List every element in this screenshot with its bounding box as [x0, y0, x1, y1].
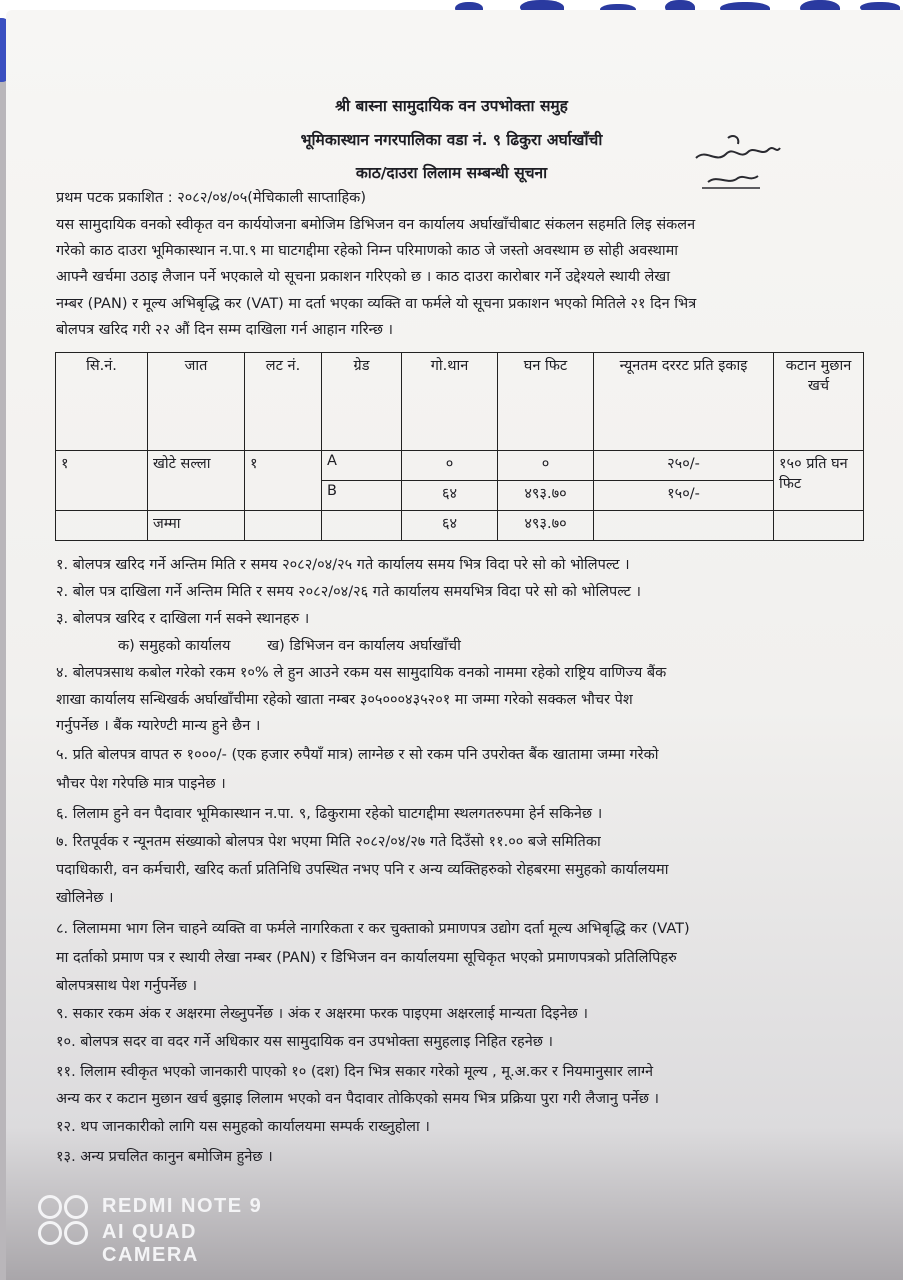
watermark-camera: AI QUAD CAMERA	[102, 1221, 199, 1266]
committee-address: भूमिकास्थान नगरपालिका वडा नं. ९ ढिकुरा अर्घाखाँची	[300, 131, 603, 149]
rule-line: ९. सकार रकम अंक र अक्षरमा लेख्नुपर्नेछ । अंक र अक्षरमा फरक पाइएमा अक्षरलाई मान्यता दिइनेछ ।	[56, 1006, 588, 1022]
column-header: कटान मुछान खर्च	[774, 353, 864, 451]
cell-min-rate: २५०/-	[594, 451, 774, 481]
column-header: लट नं.	[245, 353, 322, 451]
rule-line: मा दर्ताको प्रमाण पत्र र स्थायी लेखा नम्बर (PAN) र डिभिजन वन कार्यालयमा सूचिकृत भएको प्रमाणपत्रको प्रतिलिपिहरु	[56, 950, 677, 966]
column-header: ग्रेड	[322, 353, 402, 451]
rule-line: गर्नुपर्नेछ । बैंक ग्यारेण्टी मान्य हुने छैन ।	[56, 718, 261, 734]
table-header-row	[56, 353, 864, 451]
cell-cost: १५० प्रति घन फिट	[774, 451, 864, 511]
rule-line: १२. थप जानकारीको लागि यस समुहको कार्यालयमा सम्पर्क राख्नुहोला ।	[56, 1119, 430, 1135]
rule-line: अन्य कर र कटान मुछान खर्च बुझाइ लिलाम भएको वन पैदावार तोकिएको समय भित्र प्रक्रिया पुरा गरी लैजानु पर्नेछ ।	[56, 1091, 659, 1107]
intro-line: बोलपत्र खरिद गरी २२ औं दिन सम्म दाखिला गर्न आहान गरिन्छ ।	[56, 322, 393, 338]
rule-line: पदाधिकारी, वन कर्मचारी, खरिद कर्ता प्रतिनिधि उपस्थित नभए पनि र अन्य व्यक्तिहरुको रोहबरमा समुहको कार्यालयमा	[56, 862, 669, 878]
rule-line: ८. लिलाममा भाग लिन चाहने व्यक्ति वा फर्मले नागरिकता र कर चुक्ताको प्रमाणपत्र उद्योग दर्ता मूल्य अभिबृद्धि कर (VAT)	[56, 921, 690, 937]
intro-line: आफ्नै खर्चमा उठाइ लैजान पर्ने भएकाले यो सूचना प्रकाशन गरिएको छ । काठ दाउरा कारोबार गर्ने उद्देश्यले स्थायी लेखा	[56, 269, 671, 285]
rule-line: भौचर पेश गरेपछि मात्र पाइनेछ ।	[56, 776, 226, 792]
cell-gothan: ६४	[402, 481, 498, 511]
cell-total-label: जम्मा	[148, 511, 245, 541]
cell-total-cubic-ft: ४९३.७०	[498, 511, 594, 541]
rule-line: ५. प्रति बोलपत्र वापत रु १०००/- (एक हजार रुपैयाँ मात्र) लाग्नेछ र सो रकम पनि उपरोक्त बैंक खातामा जम्मा गरेको	[56, 747, 659, 763]
camera-logo-icon	[38, 1195, 90, 1243]
rule-line: ७. रितपूर्वक र न्यूनतम संख्याको बोलपत्र पेश भएमा मिति २०८२/०४/२७ गते दिउँसो ११.०० बजे समितिका	[56, 834, 601, 850]
cell-sn: १	[56, 451, 148, 511]
rule-line: खोलिनेछ ।	[56, 890, 114, 906]
cell-gothan: ०	[402, 451, 498, 481]
intro-line: गरेको काठ दाउरा भूमिकास्थान न.पा.९ मा घाटगद्दीमा रहेको निम्न परिमाणको काठ जे जस्तो अवस्थाम छ सोही अवस्थामा	[56, 243, 679, 259]
rule-line: क) समुहको कार्यालय ख) डिभिजन वन कार्यालय अर्घाखाँची	[118, 638, 461, 654]
cell-lot: १	[245, 451, 322, 511]
rule-line: शाखा कार्यालय सन्धिखर्क अर्घाखाँचीमा रहेको खाता नम्बर ३०५०००४३५२०१ मा जम्मा गरेको सक्कल भौचर पेश	[56, 692, 633, 708]
cell-cubic-ft: ०	[498, 451, 594, 481]
rule-line: ६. लिलाम हुने वन पैदावार भूमिकास्थान न.पा. ९, ढिकुरामा रहेको घाटगद्दीमा स्थलगतरुपमा हेर्न सकिनेछ ।	[56, 806, 603, 822]
column-header: गो.थान	[402, 353, 498, 451]
table-row	[56, 451, 864, 481]
camera-watermark	[38, 1193, 298, 1266]
cell-min-rate: १५०/-	[594, 481, 774, 511]
cell-grade: A	[322, 451, 402, 481]
intro-line: यस सामुदायिक वनको स्वीकृत वन कार्ययोजना बमोजिम डिभिजन वन कार्यालय अर्घाखाँचीबाट संकलन सहमति लिइ संकलन	[56, 217, 696, 233]
rule-line: १०. बोलपत्र सदर वा वदर गर्ने अधिकार यस सामुदायिक वन उपभोक्ता समुहलाइ निहित रहनेछ ।	[56, 1034, 554, 1050]
column-header: न्यूनतम दररट प्रति इकाइ	[594, 353, 774, 451]
rule-line: ४. बोलपत्रसाथ कबोल गरेको रकम १०% ले हुन आउने रकम यस सामुदायिक वनको नाममा रहेको राष्ट्रिय वाणिज्य बैंक	[56, 665, 667, 681]
column-header: घन फिट	[498, 353, 594, 451]
rule-line: बोलपत्रसाथ पेश गर्नुपर्नेछ ।	[56, 978, 198, 994]
rule-line: १३. अन्य प्रचलित कानुन बमोजिम हुनेछ ।	[56, 1149, 273, 1165]
table-total-row	[56, 511, 864, 541]
cell-total-gothan: ६४	[402, 511, 498, 541]
rule-line: ३. बोलपत्र खरिद र दाखिला गर्न सक्ने स्थानहरु ।	[56, 611, 310, 627]
cell-cubic-ft: ४९३.७०	[498, 481, 594, 511]
committee-name: श्री बास्ना सामुदायिक वन उपभोक्ता समुह	[335, 97, 568, 115]
lot-table	[55, 352, 864, 541]
watermark-model: REDMI NOTE 9	[102, 1195, 263, 1217]
cell-species: खोटे सल्ला	[148, 451, 245, 511]
rule-line: १. बोलपत्र खरिद गर्ने अन्तिम मिति र समय २०८२/०४/२५ गते कार्यालय समय भित्र विदा परे सो को भोलिपल्ट ।	[56, 557, 630, 573]
notice-title: काठ/दाउरा लिलाम सम्बन्धी सूचना	[355, 164, 548, 182]
cell-grade: B	[322, 481, 402, 511]
intro-line: नम्बर (PAN) र मूल्य अभिबृद्धि कर (VAT) मा दर्ता भएका व्यक्ति वा फर्मले यो सूचना प्रकाशन भएको मितिले २१ दिन भित्र	[56, 296, 697, 312]
rule-line: ११. लिलाम स्वीकृत भएको जानकारी पाएको १० (दश) दिन भित्र सकार गरेको मूल्य , मू.अ.कर र नियमानुसार लाग्ने	[56, 1064, 654, 1080]
column-header: जात	[148, 353, 245, 451]
rule-line: २. बोल पत्र दाखिला गर्ने अन्तिम मिति र समय २०८२/०४/२६ गते कार्यालय समयभित्र विदा परे सो को भोलिपल्ट ।	[56, 584, 642, 600]
publication-note: प्रथम पटक प्रकाशित : २०८२/०४/०५(मेचिकाली साप्ताहिक)	[56, 190, 366, 206]
column-header: सि.नं.	[56, 353, 148, 451]
